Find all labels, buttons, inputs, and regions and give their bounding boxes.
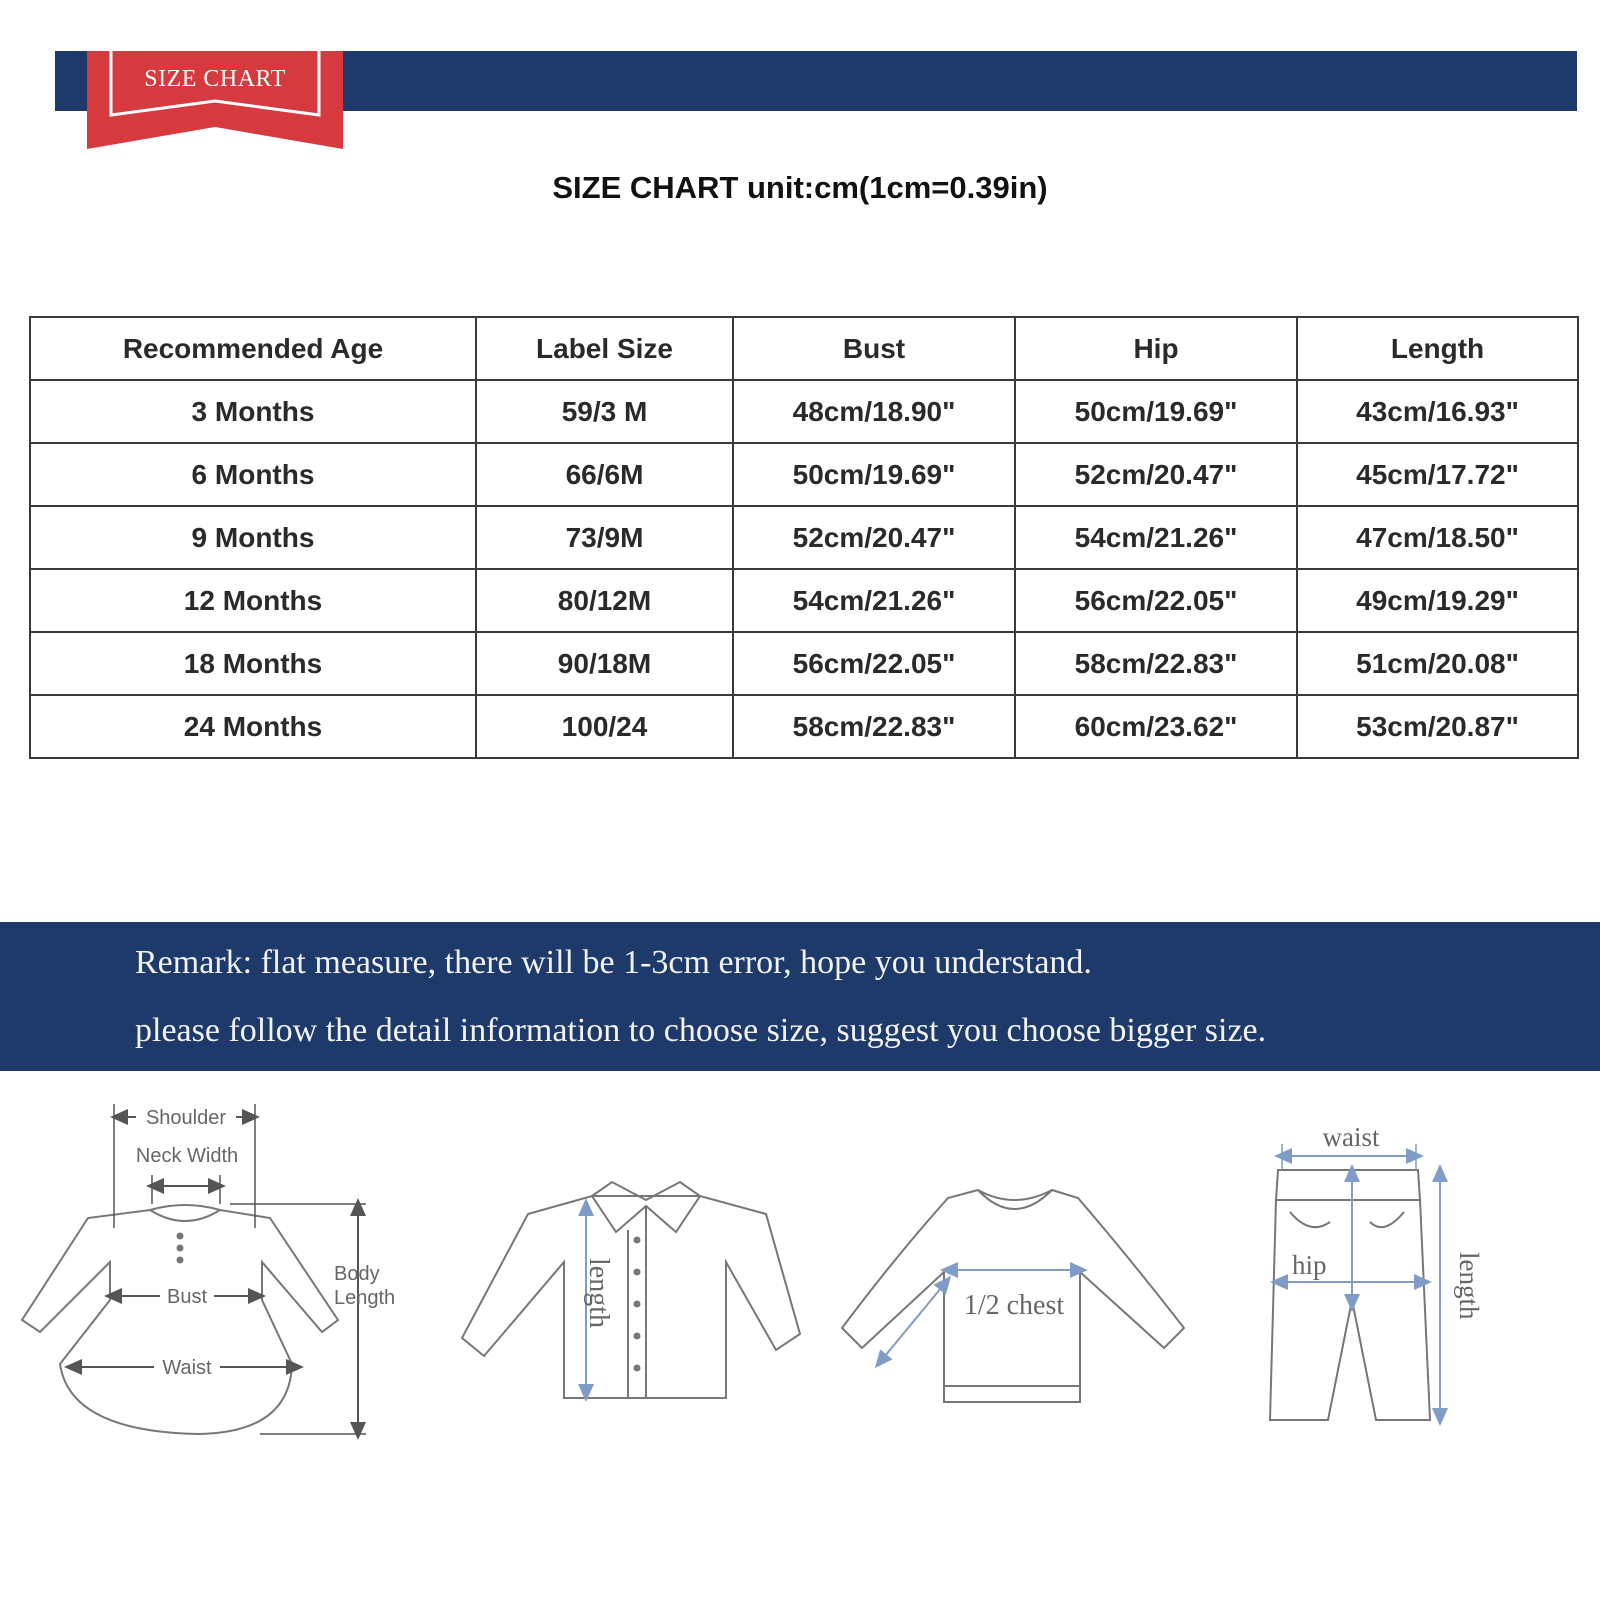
measurement-diagrams [0,1080,1600,1440]
table-header-row [30,317,1578,380]
table-cell-bust: 56cm/22.05" [733,632,1015,695]
table-cell-hip: 52cm/20.47" [1015,443,1297,506]
shirt-length-label: length [583,1258,614,1328]
column-header-length: Length [1297,317,1578,380]
table-row [30,695,1578,758]
table-cell-hip: 60cm/23.62" [1015,695,1297,758]
bust-label: Bust [166,1286,208,1308]
body-length-label-line2: Length [334,1287,396,1309]
waist-label: Waist [162,1357,212,1379]
column-header-bust: Bust [733,317,1015,380]
shirt-diagram [462,1182,800,1398]
table-cell-length: 45cm/17.72" [1297,443,1578,506]
table-cell-age: 9 Months [30,506,476,569]
table-cell-label-size: 59/3 M [476,380,733,443]
neck-width-label: Neck Width [135,1145,239,1167]
pants-length-label: length [1454,1252,1484,1320]
table-cell-bust: 54cm/21.26" [733,569,1015,632]
table-cell-length: 49cm/19.29" [1297,569,1578,632]
table-cell-age: 12 Months [30,569,476,632]
table-cell-length: 51cm/20.08" [1297,632,1578,695]
table-cell-label-size: 100/24 [476,695,733,758]
table-cell-age: 24 Months [30,695,476,758]
table-cell-label-size: 90/18M [476,632,733,695]
table-cell-label-size: 80/12M [476,569,733,632]
page-title: SIZE CHART unit:cm(1cm=0.39in) [552,170,1048,205]
table-cell-label-size: 66/6M [476,443,733,506]
table-row [30,632,1578,695]
pants-hip-label: hip [1292,1250,1327,1280]
column-header-label-size: Label Size [476,317,733,380]
pants-diagram [1270,1144,1440,1420]
table-cell-length: 43cm/16.93" [1297,380,1578,443]
table-cell-age: 3 Months [30,380,476,443]
table-cell-hip: 56cm/22.05" [1015,569,1297,632]
table-row [30,569,1578,632]
table-row [30,506,1578,569]
table-cell-length: 53cm/20.87" [1297,695,1578,758]
table-cell-bust: 58cm/22.83" [733,695,1015,758]
table-cell-label-size: 73/9M [476,506,733,569]
table-cell-bust: 50cm/19.69" [733,443,1015,506]
table-cell-age: 18 Months [30,632,476,695]
size-table [29,316,1579,759]
shoulder-label: Shoulder [145,1107,227,1129]
column-header-hip: Hip [1015,317,1297,380]
table-cell-age: 6 Months [30,443,476,506]
remark-text: Remark: flat measure, there will be 1-3cm error, hope you understand. [135,944,1092,981]
table-cell-length: 47cm/18.50" [1297,506,1578,569]
table-cell-hip: 58cm/22.83" [1015,632,1297,695]
column-header-age: Recommended Age [30,317,476,380]
pants-waist-label: waist [1322,1122,1380,1152]
half-chest-label: 1/2 chest [963,1290,1065,1321]
table-cell-bust: 52cm/20.47" [733,506,1015,569]
table-row [30,443,1578,506]
body-length-label-line1: Body [334,1263,380,1285]
table-row [30,380,1578,443]
table-cell-hip: 50cm/19.69" [1015,380,1297,443]
size-chart-ribbon [87,51,343,151]
table-cell-hip: 54cm/21.26" [1015,506,1297,569]
ribbon-label: SIZE CHART [144,66,286,92]
remark-advice-text: please follow the detail information to choose size, suggest you choose bigger size. [135,1012,1267,1049]
table-cell-bust: 48cm/18.90" [733,380,1015,443]
